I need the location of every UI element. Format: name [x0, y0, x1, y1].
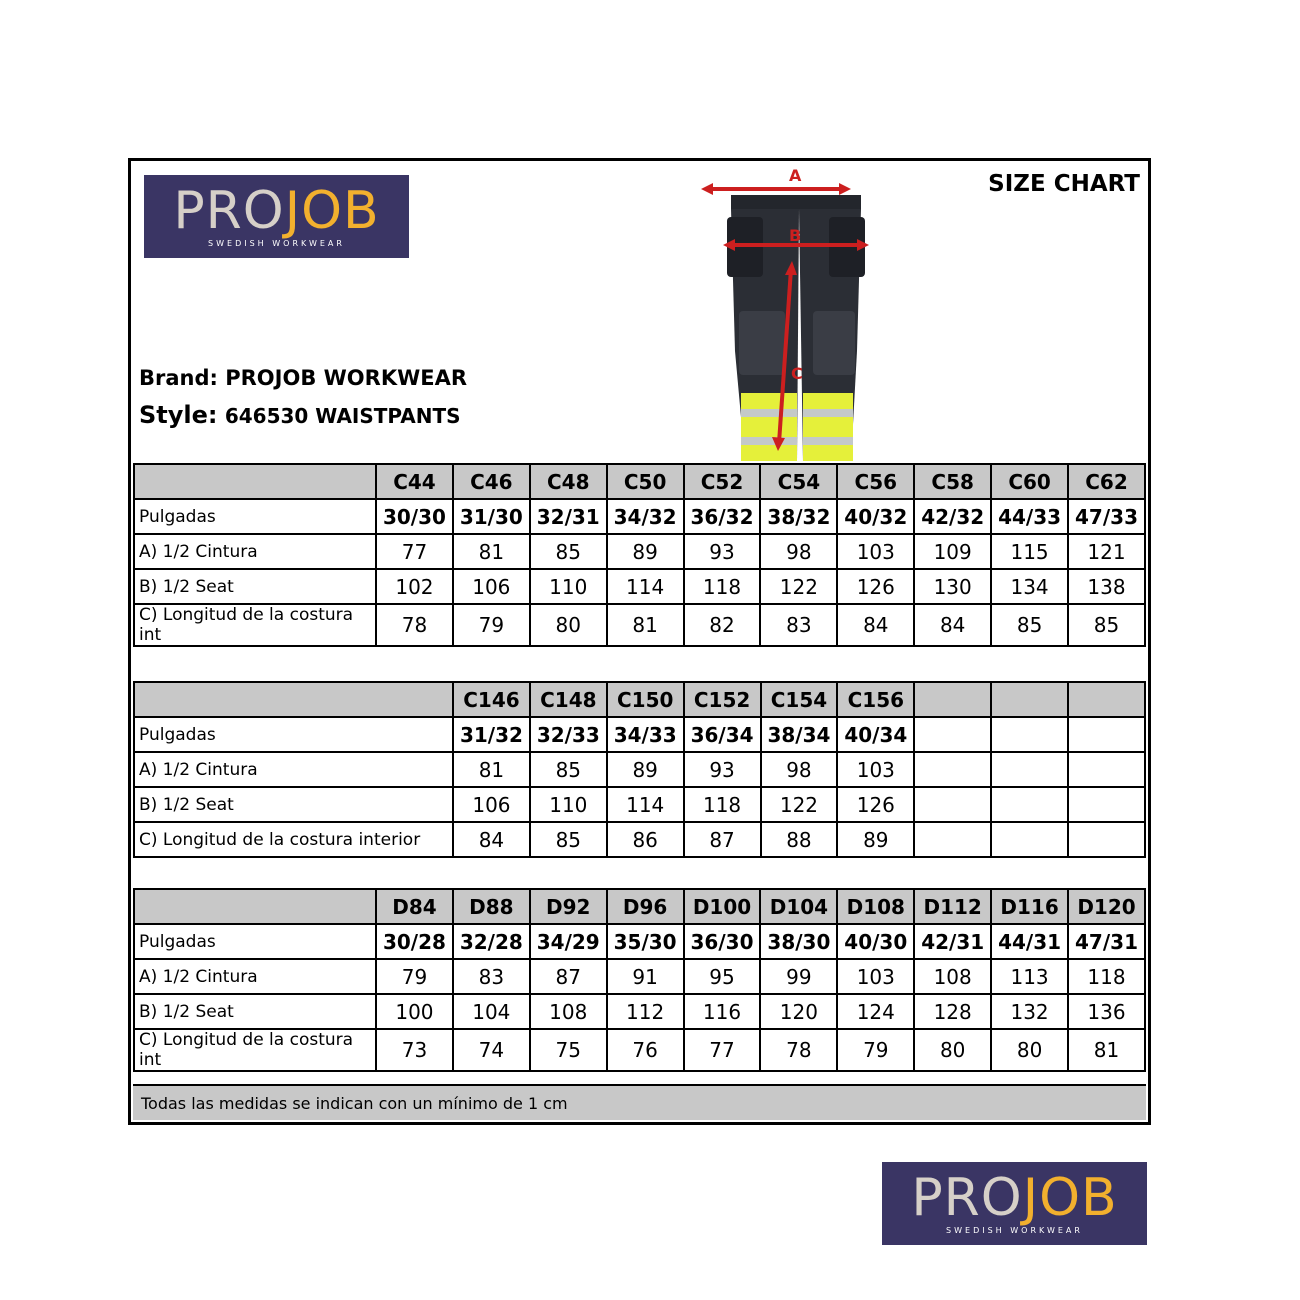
value-cell: 103	[837, 752, 914, 787]
value-cell: 32/28	[453, 924, 530, 959]
size-cell: D116	[991, 889, 1068, 924]
value-cell: 108	[914, 959, 991, 994]
size-cell: D96	[607, 889, 684, 924]
value-cell	[991, 717, 1068, 752]
value-cell: 77	[376, 534, 453, 569]
value-cell: 93	[684, 752, 761, 787]
size-cell: C52	[684, 464, 761, 499]
value-cell: 78	[760, 1029, 837, 1071]
size-cell: C150	[607, 682, 684, 717]
value-cell: 85	[530, 534, 607, 569]
table-row	[134, 1029, 1145, 1071]
logo-pro-text: PRO	[911, 1168, 1023, 1228]
value-cell: 118	[684, 787, 761, 822]
size-cell: C56	[837, 464, 914, 499]
size-cell: D120	[1068, 889, 1145, 924]
table-row	[134, 752, 1145, 787]
value-cell: 130	[914, 569, 991, 604]
size-chart-frame	[128, 158, 1151, 1125]
value-cell: 34/32	[607, 499, 684, 534]
value-cell: 113	[991, 959, 1068, 994]
value-cell	[914, 752, 991, 787]
value-cell: 87	[530, 959, 607, 994]
table-row	[134, 569, 1145, 604]
value-cell: 87	[684, 822, 761, 857]
value-cell: 98	[760, 534, 837, 569]
size-cell: D108	[837, 889, 914, 924]
value-cell: 89	[837, 822, 914, 857]
value-cell: 110	[530, 569, 607, 604]
table-row	[134, 787, 1145, 822]
value-cell	[1068, 752, 1145, 787]
value-cell: 80	[914, 1029, 991, 1071]
value-cell: 115	[991, 534, 1068, 569]
table-row	[134, 604, 1145, 646]
value-cell: 40/34	[837, 717, 914, 752]
value-cell: 81	[453, 534, 530, 569]
value-cell: 98	[761, 752, 838, 787]
value-cell	[914, 787, 991, 822]
row-label: B) 1/2 Seat	[134, 787, 453, 822]
value-cell: 36/32	[684, 499, 761, 534]
row-label: C) Longitud de la costura interior	[134, 822, 453, 857]
value-cell: 106	[453, 787, 530, 822]
size-cell: C58	[914, 464, 991, 499]
value-cell: 83	[760, 604, 837, 646]
value-cell: 121	[1068, 534, 1145, 569]
value-cell: 85	[1068, 604, 1145, 646]
value-cell: 47/31	[1068, 924, 1145, 959]
row-label: Pulgadas	[134, 499, 376, 534]
value-cell: 40/30	[837, 924, 914, 959]
value-cell: 42/31	[914, 924, 991, 959]
table-row	[134, 994, 1145, 1029]
value-cell: 38/34	[761, 717, 838, 752]
value-cell: 80	[991, 1029, 1068, 1071]
value-cell: 104	[453, 994, 530, 1029]
value-cell: 83	[453, 959, 530, 994]
size-cell: C60	[991, 464, 1068, 499]
table-row	[134, 499, 1145, 534]
value-cell: 124	[837, 994, 914, 1029]
value-cell: 30/30	[376, 499, 453, 534]
size-table-c-long	[133, 681, 1146, 858]
row-label: C) Longitud de la costura int	[134, 604, 376, 646]
style-label: Style:	[139, 401, 218, 429]
value-cell: 116	[684, 994, 761, 1029]
size-cell: C48	[530, 464, 607, 499]
brand-line	[139, 366, 467, 390]
label-b: B	[789, 226, 802, 245]
pants-diagram	[701, 161, 901, 461]
value-cell: 89	[607, 534, 684, 569]
value-cell: 44/33	[991, 499, 1068, 534]
projob-logo-bottom	[882, 1162, 1147, 1245]
row-label: Pulgadas	[134, 717, 453, 752]
value-cell: 102	[376, 569, 453, 604]
row-label: A) 1/2 Cintura	[134, 534, 376, 569]
size-header-row	[134, 464, 1145, 499]
value-cell: 84	[837, 604, 914, 646]
value-cell: 79	[453, 604, 530, 646]
value-cell: 89	[607, 752, 684, 787]
row-label: A) 1/2 Cintura	[134, 959, 376, 994]
value-cell: 114	[607, 787, 684, 822]
value-cell: 126	[837, 787, 914, 822]
value-cell: 38/30	[760, 924, 837, 959]
row-label: B) 1/2 Seat	[134, 994, 376, 1029]
value-cell: 85	[991, 604, 1068, 646]
value-cell: 44/31	[991, 924, 1068, 959]
value-cell	[1068, 717, 1145, 752]
logo-tagline: SWEDISH WORKWEAR	[946, 1226, 1083, 1235]
value-cell: 110	[530, 787, 607, 822]
size-header-row	[134, 889, 1145, 924]
value-cell: 81	[607, 604, 684, 646]
brand-label: Brand:	[139, 366, 218, 390]
size-cell: C44	[376, 464, 453, 499]
table-row	[134, 924, 1145, 959]
value-cell: 85	[530, 752, 607, 787]
value-cell: 42/32	[914, 499, 991, 534]
value-cell: 34/33	[607, 717, 684, 752]
size-cell: D112	[914, 889, 991, 924]
value-cell: 78	[376, 604, 453, 646]
value-cell: 74	[453, 1029, 530, 1071]
size-cell: C154	[761, 682, 838, 717]
value-cell: 34/29	[530, 924, 607, 959]
label-c: C	[791, 364, 803, 383]
size-cell	[991, 682, 1068, 717]
value-cell: 75	[530, 1029, 607, 1071]
value-cell: 38/32	[760, 499, 837, 534]
value-cell: 85	[530, 822, 607, 857]
size-cell: C54	[760, 464, 837, 499]
logo-tagline: SWEDISH WORKWEAR	[208, 239, 345, 248]
value-cell: 118	[684, 569, 761, 604]
value-cell: 136	[1068, 994, 1145, 1029]
value-cell: 40/32	[837, 499, 914, 534]
table-row	[134, 717, 1145, 752]
table-row	[134, 534, 1145, 569]
logo-job-text: JOB	[284, 181, 380, 241]
value-cell: 95	[684, 959, 761, 994]
value-cell: 76	[607, 1029, 684, 1071]
value-cell: 36/30	[684, 924, 761, 959]
value-cell: 35/30	[607, 924, 684, 959]
table-row	[134, 822, 1145, 857]
row-label: B) 1/2 Seat	[134, 569, 376, 604]
value-cell: 103	[837, 959, 914, 994]
size-cell: C148	[530, 682, 607, 717]
value-cell: 36/34	[684, 717, 761, 752]
value-cell: 88	[761, 822, 838, 857]
size-cell: C62	[1068, 464, 1145, 499]
value-cell: 47/33	[1068, 499, 1145, 534]
value-cell: 120	[760, 994, 837, 1029]
header-blank-cell	[134, 464, 376, 499]
logo-pro-text: PRO	[173, 181, 285, 241]
style-line	[139, 401, 461, 429]
value-cell	[991, 787, 1068, 822]
value-cell: 91	[607, 959, 684, 994]
value-cell: 106	[453, 569, 530, 604]
size-cell	[914, 682, 991, 717]
size-table-c-regular	[133, 463, 1146, 647]
brand-value: PROJOB WORKWEAR	[225, 366, 468, 390]
value-cell: 84	[453, 822, 530, 857]
row-label: C) Longitud de la costura int	[134, 1029, 376, 1071]
value-cell	[1068, 787, 1145, 822]
row-label: Pulgadas	[134, 924, 376, 959]
header-blank-cell	[134, 682, 453, 717]
table-row	[134, 959, 1145, 994]
size-cell: D88	[453, 889, 530, 924]
value-cell: 134	[991, 569, 1068, 604]
value-cell: 77	[684, 1029, 761, 1071]
value-cell: 81	[453, 752, 530, 787]
value-cell: 32/31	[530, 499, 607, 534]
size-table-d	[133, 888, 1146, 1072]
value-cell: 112	[607, 994, 684, 1029]
size-cell: D84	[376, 889, 453, 924]
value-cell: 99	[760, 959, 837, 994]
value-cell: 103	[837, 534, 914, 569]
size-cell	[1068, 682, 1145, 717]
value-cell: 138	[1068, 569, 1145, 604]
value-cell: 79	[837, 1029, 914, 1071]
footer-note: Todas las medidas se indican con un mínimo de 1 cm	[133, 1084, 1146, 1120]
logo-job-text: JOB	[1022, 1168, 1118, 1228]
value-cell	[914, 717, 991, 752]
size-header-row	[134, 682, 1145, 717]
size-cell: C146	[453, 682, 530, 717]
value-cell: 31/32	[453, 717, 530, 752]
value-cell	[914, 822, 991, 857]
value-cell	[991, 752, 1068, 787]
size-chart-title: SIZE CHART	[988, 171, 1140, 197]
value-cell: 128	[914, 994, 991, 1029]
value-cell: 132	[991, 994, 1068, 1029]
size-cell: D104	[760, 889, 837, 924]
value-cell: 114	[607, 569, 684, 604]
size-cell: C46	[453, 464, 530, 499]
value-cell: 73	[376, 1029, 453, 1071]
style-value: 646530 WAISTPANTS	[224, 404, 461, 428]
value-cell: 118	[1068, 959, 1145, 994]
size-cell: D92	[530, 889, 607, 924]
value-cell	[991, 822, 1068, 857]
value-cell: 81	[1068, 1029, 1145, 1071]
value-cell: 93	[684, 534, 761, 569]
value-cell: 108	[530, 994, 607, 1029]
size-cell: C152	[684, 682, 761, 717]
projob-logo	[144, 175, 409, 258]
value-cell: 84	[914, 604, 991, 646]
value-cell: 80	[530, 604, 607, 646]
value-cell: 86	[607, 822, 684, 857]
size-cell: C50	[607, 464, 684, 499]
value-cell	[1068, 822, 1145, 857]
value-cell: 109	[914, 534, 991, 569]
value-cell: 32/33	[530, 717, 607, 752]
value-cell: 79	[376, 959, 453, 994]
value-cell: 31/30	[453, 499, 530, 534]
size-cell: C156	[837, 682, 914, 717]
value-cell: 100	[376, 994, 453, 1029]
value-cell: 126	[837, 569, 914, 604]
header-blank-cell	[134, 889, 376, 924]
value-cell: 122	[760, 569, 837, 604]
size-cell: D100	[684, 889, 761, 924]
value-cell: 30/28	[376, 924, 453, 959]
value-cell: 122	[761, 787, 838, 822]
label-a: A	[789, 166, 802, 185]
row-label: A) 1/2 Cintura	[134, 752, 453, 787]
value-cell: 82	[684, 604, 761, 646]
